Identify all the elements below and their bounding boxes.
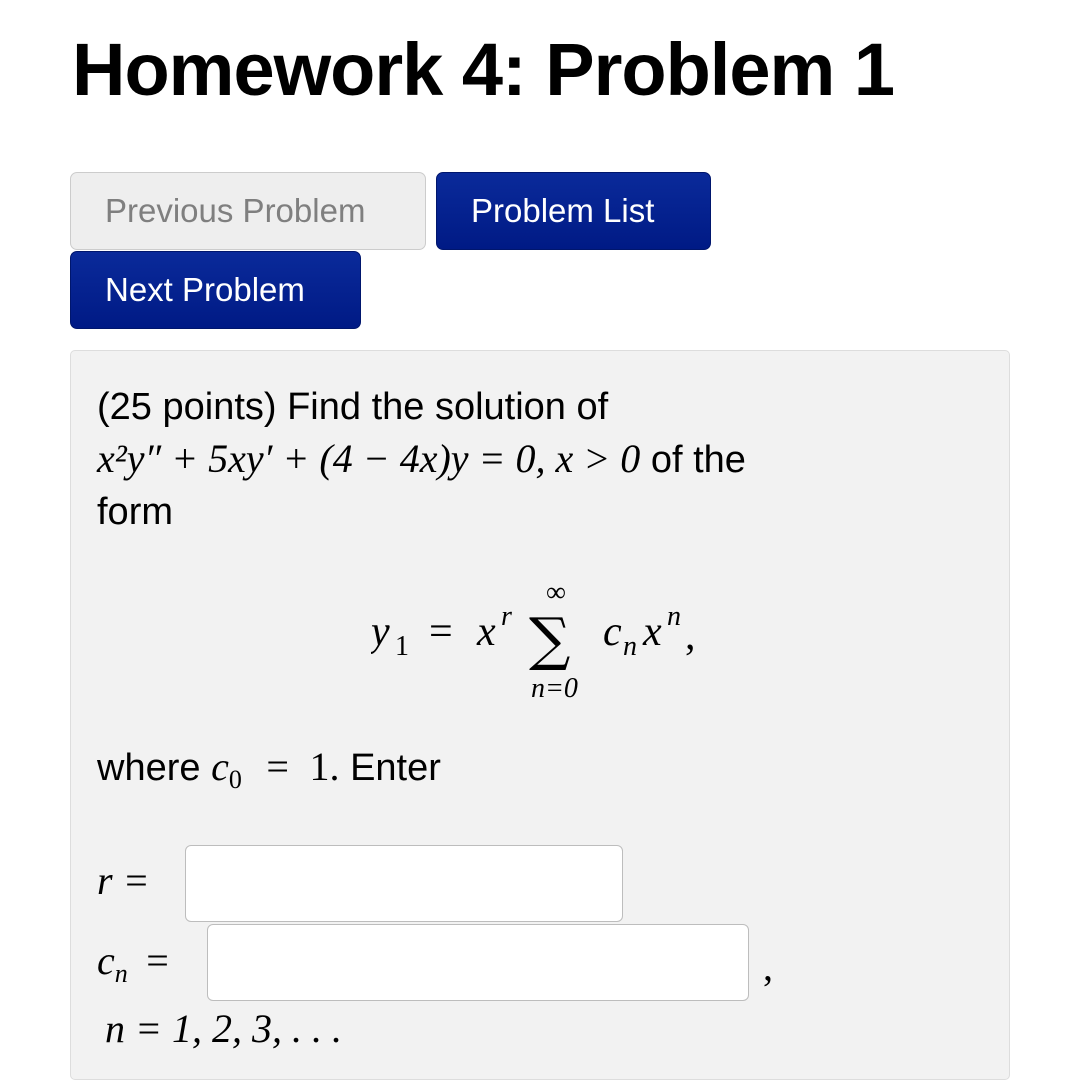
formula-c-subscript: n: [623, 631, 637, 662]
sum-lower-limit: n=0: [531, 673, 578, 703]
c0-subscript: 0: [228, 765, 242, 794]
where-text: where: [97, 747, 201, 789]
of-the-text: of the: [650, 439, 746, 481]
differential-equation: x²y″ + 5xy′ + (4 − 4x)y = 0, x > 0: [97, 436, 641, 481]
cn-subscript: n: [114, 959, 128, 988]
cn-trailing-comma: ,: [763, 944, 773, 989]
form-text: form: [97, 491, 173, 533]
next-problem-button[interactable]: Next Problem: [70, 251, 361, 329]
problem-list-button[interactable]: Problem List: [436, 172, 711, 250]
r-label: r =: [97, 858, 150, 903]
problem-intro: (25 points) Find the solution of: [97, 386, 609, 428]
series-solution-formula: [371, 573, 791, 703]
problem-statement-panel: [70, 350, 1010, 1080]
problem-text: [97, 381, 977, 538]
formula-y: y: [371, 609, 390, 655]
cn-answer-input[interactable]: [207, 924, 749, 1001]
c0-variable: c: [211, 744, 229, 789]
where-line: [97, 741, 441, 806]
sum-symbol: ∑: [529, 605, 571, 673]
formula-x: x: [477, 609, 496, 655]
formula-term-x: x: [643, 609, 662, 655]
r-answer-input[interactable]: [185, 845, 623, 922]
formula-c: c: [603, 609, 622, 655]
n-range: n = 1, 2, 3, . . .: [105, 1006, 342, 1051]
cn-equals: =: [146, 938, 169, 983]
formula-term-exponent: n: [667, 601, 681, 632]
sum-upper-limit: ∞: [546, 577, 566, 608]
formula-y-subscript: 1: [395, 631, 409, 662]
formula-exponent-r: r: [501, 601, 512, 632]
formula-equals: =: [429, 609, 453, 655]
formula-comma: ,: [685, 613, 696, 659]
previous-problem-button[interactable]: Previous Problem: [70, 172, 426, 250]
c0-equals: =: [266, 744, 289, 789]
page-title: Homework 4: Problem 1: [72, 28, 895, 111]
problem-equation-line: [97, 433, 977, 486]
cn-label: [97, 937, 169, 989]
enter-text: Enter: [350, 747, 441, 789]
cn-variable: c: [97, 938, 115, 983]
c0-value: 1.: [309, 744, 340, 789]
